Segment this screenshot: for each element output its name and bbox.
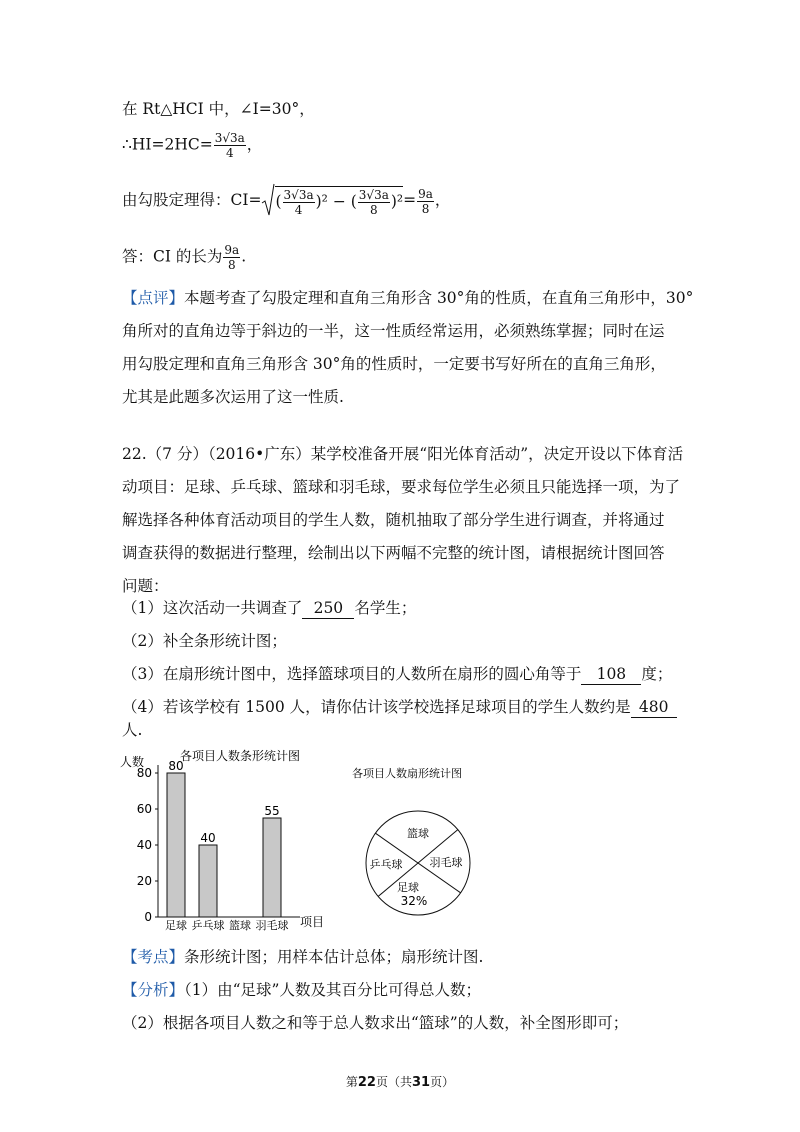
y-tick-label: 20: [136, 874, 152, 888]
page-number: 22: [357, 1075, 376, 1090]
question-4: （4）若该学校有 1500 人，请你估计该学校选择足球项目的学生人数约是 480: [122, 697, 677, 718]
comment-line-4: 尤其是此题多次运用了这一性质.: [122, 388, 344, 406]
comment-line-2: 角所对的直角边等于斜边的一半，这一性质经常运用，必须熟练掌握；同时在运: [122, 322, 665, 340]
answer-3: 108: [581, 664, 641, 685]
bar-chart: [118, 745, 348, 935]
analysis-line-2: 【分析】（1）由“足球”人数及其百分比可得总人数；: [122, 981, 481, 999]
sqrt-sign: [261, 183, 275, 219]
x-tick-label: 足球: [165, 919, 187, 932]
question-4-line-2: 人.: [122, 721, 143, 739]
pie-slice-label: 乒乓球: [369, 858, 403, 871]
bar-data-label: 55: [264, 804, 280, 818]
bar-data-label: 40: [200, 831, 216, 845]
y-axis-label: 人数: [120, 755, 145, 769]
bar-data-label: 80: [168, 759, 184, 773]
problem-line-1: 22.（7 分）（2016•广东）某学校准备开展“阳光体育活动”，决定开设以下体育活: [122, 445, 684, 463]
question-3: （3）在扇形统计图中，选择篮球项目的人数所在扇形的圆心角等于 108 度；: [122, 665, 673, 683]
pie-slice-label: 足球: [397, 881, 419, 894]
solution-line-2: ∴HI=2HC= $\frac{3√3a}{4}$ ，: [122, 131, 263, 160]
pie-percent-label: 32%: [400, 894, 428, 908]
x-tick-label: 篮球: [229, 919, 251, 932]
problem-line-5: 问题：: [122, 577, 169, 595]
answer-1: 250: [302, 598, 354, 619]
analysis-line-3: （2）根据各项目人数之和等于总人数求出“篮球”的人数，补全图形即可；: [122, 1014, 629, 1032]
question-1: （1）这次活动一共调查了 250 名学生；: [122, 599, 417, 617]
bar: [199, 845, 217, 917]
bar: [263, 818, 281, 917]
problem-line-3: 解选择各种体育活动项目的学生人数，随机抽取了部分学生进行调查，并将通过: [122, 511, 665, 529]
pie-slice-label: 篮球: [407, 827, 429, 840]
bar-chart-title: 各项目人数条形统计图: [180, 749, 301, 763]
page-footer: 第22页（共31页）: [345, 1075, 455, 1090]
y-tick-label: 80: [136, 766, 152, 780]
y-tick-label: 60: [136, 802, 152, 816]
analysis-line-1: 【考点】条形统计图；用样本估计总体；扇形统计图.: [122, 948, 484, 966]
solution-line-1: 在 Rt△HCI 中，∠I=30°，: [122, 100, 315, 118]
fraction: $\frac{3√3a}{4}$: [214, 131, 245, 160]
bar: [167, 773, 185, 917]
problem-line-4: 调查获得的数据进行整理，绘制出以下两幅不完整的统计图，请根据统计图回答: [122, 544, 665, 562]
page-total: 31: [412, 1075, 431, 1090]
comment-line-3: 用勾股定理和直角三角形含 30°角的性质时，一定要书写好所在的直角三角形，: [122, 355, 666, 373]
pie-slice-label: 羽毛球: [429, 856, 463, 869]
problem-line-2: 动项目：足球、乒乓球、篮球和羽毛球，要求每位学生必须且只能选择一项，为了: [122, 478, 681, 496]
comment-line-1: 【点评】本题考查了勾股定理和直角三角形含 30°角的性质，在直角三角形中，30°: [122, 289, 694, 307]
answer-4: 480: [631, 697, 677, 718]
x-tick-label: 乒乓球: [191, 919, 225, 932]
solution-line-3: 由勾股定理得：CI= ( $\frac{3√3a}{4}$ )² − ( $\frac{3√3a}{8}$ )²= $\frac{9a}{8}$ ，: [122, 183, 450, 219]
kaodian-tag: 【考点】: [122, 948, 185, 966]
y-tick-label: 0: [144, 910, 152, 924]
x-tick-label: 羽毛球: [255, 919, 289, 932]
solution-line-4: 答：CI 的长为 $\frac{9a}{8}$ .: [122, 243, 247, 272]
analysis-tag: 【分析】: [122, 981, 185, 999]
pie-chart-title: 各项目人数扇形统计图: [352, 767, 462, 780]
question-2: （2）补全条形统计图；: [122, 632, 287, 650]
x-axis-label: 项目: [300, 915, 325, 929]
y-tick-label: 40: [136, 838, 152, 852]
pie-chart: [350, 765, 490, 925]
comment-tag: 【点评】: [122, 289, 185, 307]
